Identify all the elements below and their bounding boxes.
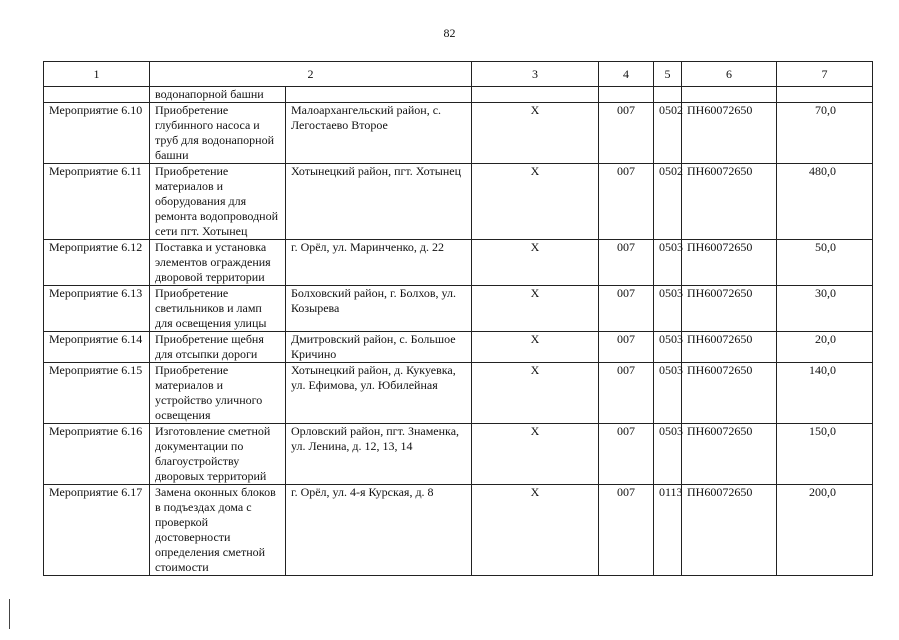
event-cell: Мероприятие 6.15 <box>44 363 150 424</box>
event-cell: Мероприятие 6.16 <box>44 424 150 485</box>
header-cell-1: 1 <box>44 62 150 87</box>
amount-cell: 20,0 <box>777 332 873 363</box>
amount-cell: 480,0 <box>777 164 873 240</box>
table-row <box>44 164 873 240</box>
column-6-cell: ПН60072650 <box>682 424 777 485</box>
continuation-row <box>44 87 873 103</box>
table-row <box>44 424 873 485</box>
table-row <box>44 103 873 164</box>
column-5-cell: 0503 <box>654 424 682 485</box>
header-cell-6: 6 <box>682 62 777 87</box>
page-number: 82 <box>443 26 456 40</box>
column-3-cell: Х <box>472 363 599 424</box>
column-5-cell: 0503 <box>654 332 682 363</box>
column-5-cell: 0503 <box>654 240 682 286</box>
event-cell: Мероприятие 6.10 <box>44 103 150 164</box>
event-cell: Мероприятие 6.12 <box>44 240 150 286</box>
budget-table <box>43 61 873 576</box>
location-cell: Орловский район, пгт. Знаменка, ул. Ленина, д. 12, 13, 14 <box>286 424 472 485</box>
table-row <box>44 286 873 332</box>
description-cell: Изготовление сметной документации по благоустройству дворовых территорий <box>150 424 286 485</box>
amount-cell: 70,0 <box>777 103 873 164</box>
column-6-cell: ПН60072650 <box>682 103 777 164</box>
table-body <box>44 103 873 576</box>
column-6-cell: ПН60072650 <box>682 240 777 286</box>
column-5-cell: 0503 <box>654 286 682 332</box>
event-cell: Мероприятие 6.17 <box>44 485 150 576</box>
location-cell: Дмитровский район, с. Большое Кричино <box>286 332 472 363</box>
description-cell: Замена оконных блоков в подъездах дома с проверкой достоверности определения сметной стоимости <box>150 485 286 576</box>
column-3-cell: Х <box>472 485 599 576</box>
column-4-cell: 007 <box>599 286 654 332</box>
amount-cell: 50,0 <box>777 240 873 286</box>
column-4-cell: 007 <box>599 332 654 363</box>
column-4-cell: 007 <box>599 363 654 424</box>
column-4-cell: 007 <box>599 485 654 576</box>
event-cell: Мероприятие 6.14 <box>44 332 150 363</box>
column-3-cell: Х <box>472 332 599 363</box>
header-row <box>44 62 873 87</box>
column-6-cell: ПН60072650 <box>682 164 777 240</box>
column-4-cell: 007 <box>599 164 654 240</box>
description-cell: Приобретение светильников и ламп для освещения улицы <box>150 286 286 332</box>
location-cell: г. Орёл, ул. 4-я Курская, д. 8 <box>286 485 472 576</box>
table-row <box>44 332 873 363</box>
event-cell: Мероприятие 6.13 <box>44 286 150 332</box>
table-row <box>44 240 873 286</box>
location-cell: Хотынецкий район, д. Кукуевка, ул. Ефимова, ул. Юбилейная <box>286 363 472 424</box>
column-6-cell: ПН60072650 <box>682 286 777 332</box>
header-cell-3: 3 <box>472 62 599 87</box>
column-6-cell: ПН60072650 <box>682 363 777 424</box>
header-cell-5: 5 <box>654 62 682 87</box>
description-cell: Поставка и установка элементов ограждения дворовой территории <box>150 240 286 286</box>
location-cell: Хотынецкий район, пгт. Хотынец <box>286 164 472 240</box>
column-5-cell: 0502 <box>654 103 682 164</box>
column-6-cell: ПН60072650 <box>682 332 777 363</box>
header-cell-7: 7 <box>777 62 873 87</box>
column-4-cell: 007 <box>599 240 654 286</box>
amount-cell: 150,0 <box>777 424 873 485</box>
location-cell: Малоархангельский район, с. Легостаево Второе <box>286 103 472 164</box>
location-cell: Болховский район, г. Болхов, ул. Козырева <box>286 286 472 332</box>
column-5-cell: 0503 <box>654 363 682 424</box>
description-cell: Приобретение материалов и оборудования для ремонта водопроводной сети пгт. Хотынец <box>150 164 286 240</box>
description-cell: Приобретение щебня для отсыпки дороги <box>150 332 286 363</box>
amount-cell: 200,0 <box>777 485 873 576</box>
amount-cell: 30,0 <box>777 286 873 332</box>
column-4-cell: 007 <box>599 424 654 485</box>
column-3-cell: Х <box>472 103 599 164</box>
column-5-cell: 0502 <box>654 164 682 240</box>
description-cell: Приобретение глубинного насоса и труб для водонапорной башни <box>150 103 286 164</box>
amount-cell: 140,0 <box>777 363 873 424</box>
column-3-cell: Х <box>472 240 599 286</box>
margin-mark <box>9 599 10 629</box>
table-row <box>44 485 873 576</box>
header-cell-2: 2 <box>150 62 472 87</box>
header-cell-4: 4 <box>599 62 654 87</box>
description-cell: Приобретение материалов и устройство уличного освещения <box>150 363 286 424</box>
column-5-cell: 0113 <box>654 485 682 576</box>
event-cell: Мероприятие 6.11 <box>44 164 150 240</box>
continuation-description: водонапорной башни <box>150 87 286 103</box>
column-3-cell: Х <box>472 164 599 240</box>
table-row <box>44 363 873 424</box>
location-cell: г. Орёл, ул. Маринченко, д. 22 <box>286 240 472 286</box>
column-3-cell: Х <box>472 424 599 485</box>
column-6-cell: ПН60072650 <box>682 485 777 576</box>
column-3-cell: Х <box>472 286 599 332</box>
column-4-cell: 007 <box>599 103 654 164</box>
